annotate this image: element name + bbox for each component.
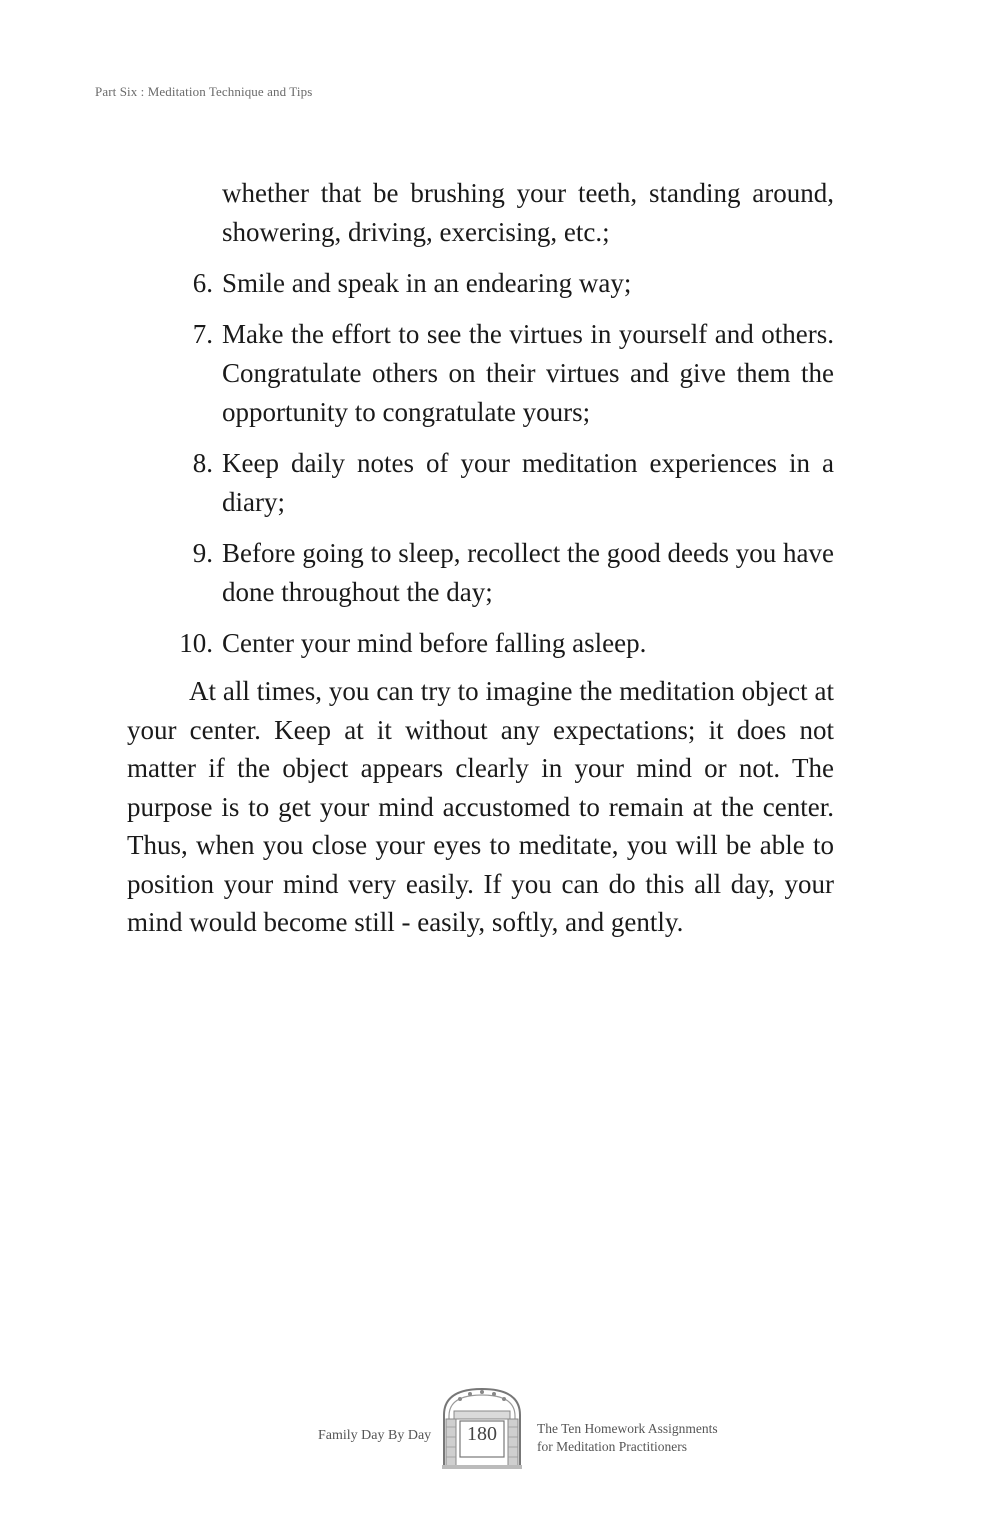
list-item-text: Smile and speak in an endearing way; bbox=[222, 268, 632, 298]
list-item-10 bbox=[150, 624, 834, 663]
list-item-text: Before going to sleep, recollect the good deeds you have done throughout the day; bbox=[222, 538, 834, 607]
body-paragraph: At all times, you can try to imagine the meditation object at your center. Keep at it without any expectations; it does not matter if the object appears clearly in your mind or not. The purpose is to get your mind accustomed to remain at the center. Thus, when you close your eyes to meditate, you will be able to position your mind very easily. If you can do this all day, your mind would become still - easily, softly, and gently. bbox=[127, 676, 834, 937]
list-item-number: 6. bbox=[192, 268, 213, 298]
homework-list bbox=[150, 174, 834, 675]
list-item-8 bbox=[150, 444, 834, 522]
list-item-9 bbox=[150, 534, 834, 612]
list-item-6 bbox=[150, 264, 834, 303]
list-item-text: Center your mind before falling asleep. bbox=[222, 628, 647, 658]
list-item-number: 9. bbox=[192, 538, 213, 568]
list-item-text: Keep daily notes of your meditation experiences in a diary; bbox=[222, 448, 834, 517]
list-item-text: Make the effort to see the virtues in yourself and others. Congratulate others on their virtues and give them the opportunity to congratulate yours; bbox=[222, 319, 834, 427]
footer-chapter-line-1: The Ten Homework Assignments bbox=[537, 1421, 718, 1436]
list-item-continuation bbox=[150, 174, 834, 252]
footer-chapter-title bbox=[537, 1420, 718, 1456]
running-head: Part Six : Meditation Technique and Tips bbox=[95, 84, 313, 99]
list-item-number: 7. bbox=[192, 319, 213, 349]
page-number: 180 bbox=[467, 1423, 497, 1445]
list-item-number: 8. bbox=[192, 448, 213, 478]
footer-book-title: Family Day By Day bbox=[318, 1428, 432, 1443]
footer-chapter-line-2: for Meditation Practitioners bbox=[537, 1439, 687, 1454]
list-item-text: whether that be brushing your teeth, standing around, showering, driving, exercising, etc.; bbox=[222, 178, 834, 247]
list-item-7 bbox=[150, 315, 834, 432]
list-item-number: 10. bbox=[179, 628, 213, 658]
